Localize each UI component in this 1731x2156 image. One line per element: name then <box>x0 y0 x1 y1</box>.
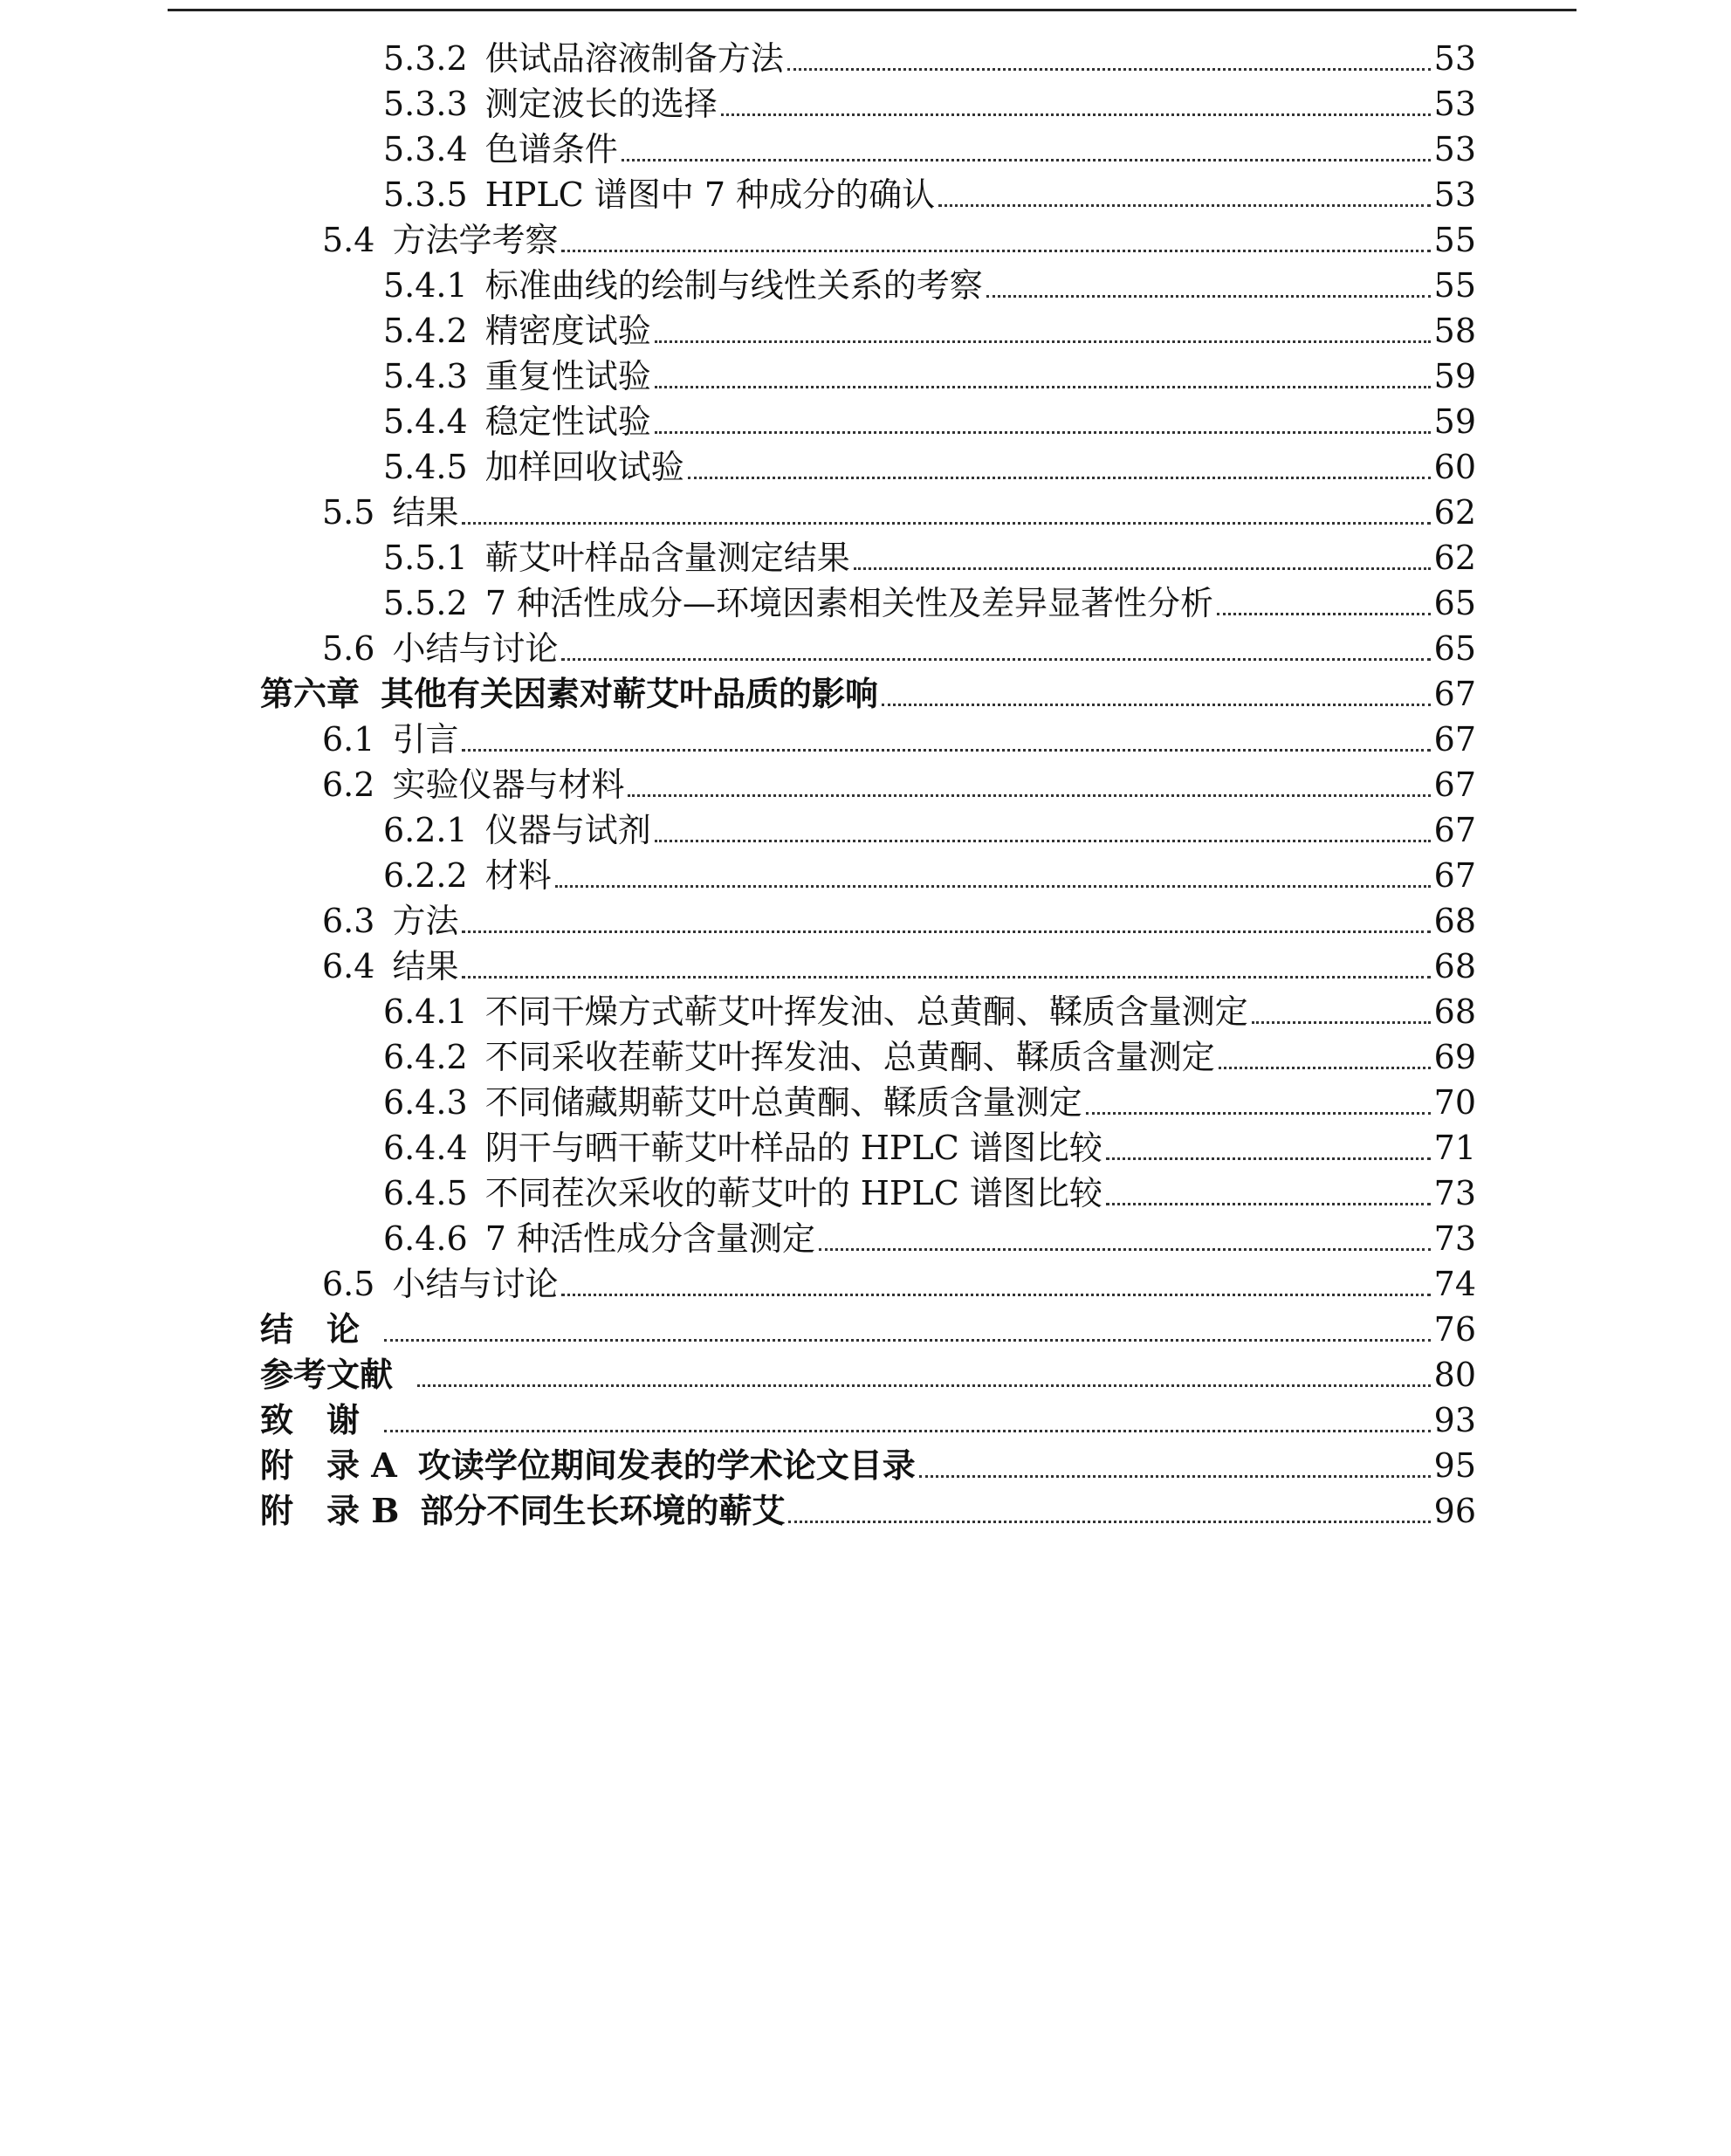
toc-page-number: 59 <box>1433 402 1476 441</box>
toc-number: 6.4.1 <box>383 992 468 1031</box>
toc-page-number: 67 <box>1433 675 1476 713</box>
toc-entry-6-2-2[interactable] <box>383 853 1476 898</box>
dot-leader <box>555 885 1431 888</box>
toc-entry-6-1[interactable] <box>322 717 1476 762</box>
toc-number: 5.5 <box>322 493 375 532</box>
dot-leader <box>561 658 1430 661</box>
toc-entry-6-5[interactable] <box>322 1261 1476 1307</box>
toc-entry-5-4-1[interactable] <box>383 263 1476 308</box>
toc-number: 参考文献 <box>260 1355 394 1394</box>
dot-leader <box>622 159 1431 161</box>
toc-title: 引言 <box>392 720 459 759</box>
toc-number: 5.4.5 <box>383 448 468 486</box>
toc-title: 稳定性试验 <box>484 402 651 441</box>
toc-entry-5-5-1[interactable] <box>383 535 1476 580</box>
dot-leader <box>462 976 1430 978</box>
dot-leader <box>462 522 1430 525</box>
toc-entry-6-4-5[interactable] <box>383 1171 1476 1216</box>
toc-title: 7 种活性成分—环境因素相关性及差异显著性分析 <box>484 584 1213 622</box>
toc-title: 不同储藏期蕲艾叶总黄酮、鞣质含量测定 <box>484 1083 1082 1122</box>
toc-number: 6.2.2 <box>383 856 468 895</box>
toc-entry-6-4-2[interactable] <box>383 1034 1476 1080</box>
dot-leader <box>462 930 1430 933</box>
toc-entry-6-2-1[interactable] <box>383 807 1476 853</box>
toc-title: 重复性试验 <box>484 357 651 395</box>
dot-leader <box>655 840 1431 842</box>
toc-page-number: 59 <box>1433 357 1476 395</box>
toc-number: 6.5 <box>322 1265 375 1303</box>
toc-number: 5.3.4 <box>383 130 468 168</box>
toc-number: 6.4.2 <box>383 1038 468 1076</box>
toc-entry-5-4-2[interactable] <box>383 308 1476 354</box>
toc-entry-conclusion[interactable] <box>260 1307 1476 1352</box>
toc-entry-6-3[interactable] <box>322 898 1476 944</box>
toc-title: 实验仪器与材料 <box>392 766 625 804</box>
toc-title: 供试品溶液制备方法 <box>484 39 784 78</box>
toc-entry-5-4-3[interactable] <box>383 354 1476 399</box>
dot-leader <box>417 1384 1431 1387</box>
toc-page-number: 65 <box>1433 584 1476 622</box>
dot-leader <box>1217 613 1431 615</box>
toc-number: 5.5.2 <box>383 584 468 622</box>
toc-title: 其他有关因素对蕲艾叶品质的影响 <box>381 674 879 713</box>
toc-number: 5.4.4 <box>383 402 468 441</box>
dot-leader <box>787 68 1431 71</box>
toc-page-number: 80 <box>1433 1356 1476 1394</box>
toc-number: 5.4.1 <box>383 266 468 305</box>
toc-page-number: 62 <box>1433 539 1476 577</box>
toc-page-number: 69 <box>1433 1038 1476 1076</box>
toc-number: 5.3.5 <box>383 175 468 214</box>
toc-number: 5.4 <box>322 221 375 259</box>
toc-page-number: 73 <box>1433 1174 1476 1212</box>
dot-leader <box>788 1521 1430 1523</box>
toc-entry-references[interactable] <box>260 1352 1476 1397</box>
toc-page-number: 55 <box>1433 266 1476 305</box>
toc-page-number: 55 <box>1433 221 1476 259</box>
toc-title: 攻读学位期间发表的学术论文目录 <box>417 1445 916 1485</box>
toc-page-number: 95 <box>1433 1446 1476 1485</box>
toc-title: 不同采收茬蕲艾叶挥发油、总黄酮、鞣质含量测定 <box>484 1038 1215 1076</box>
dot-leader <box>1219 1067 1431 1069</box>
toc-page-number: 76 <box>1433 1310 1476 1349</box>
toc-entry-5-5[interactable] <box>322 490 1476 535</box>
dot-leader <box>1086 1112 1431 1115</box>
toc-number: 6.4 <box>322 947 375 985</box>
toc-title: 7 种活性成分含量测定 <box>484 1219 815 1258</box>
toc-page-number: 73 <box>1433 1219 1476 1258</box>
toc-page-number: 60 <box>1433 448 1476 486</box>
toc-number: 6.3 <box>322 902 375 940</box>
dot-leader <box>986 295 1431 298</box>
toc-entry-5-4[interactable] <box>322 217 1476 263</box>
toc-number: 5.3.3 <box>383 85 468 123</box>
toc-title: 结果 <box>392 947 459 985</box>
toc-number: 5.4.3 <box>383 357 468 395</box>
toc-title: 仪器与试剂 <box>484 811 651 849</box>
toc-page-number: 67 <box>1433 811 1476 849</box>
toc-page-number: 68 <box>1433 992 1476 1031</box>
toc-page-number: 65 <box>1433 629 1476 668</box>
toc-number: 第六章 <box>260 674 361 713</box>
toc-entry-chapter-6[interactable] <box>260 671 1476 717</box>
toc-title: 小结与讨论 <box>392 1265 559 1303</box>
toc-page-number: 74 <box>1433 1265 1476 1303</box>
toc-entry-6-4-1[interactable] <box>383 989 1476 1034</box>
toc-entry-5-3-3[interactable] <box>383 81 1476 127</box>
toc-title: 不同干燥方式蕲艾叶挥发油、总黄酮、鞣质含量测定 <box>484 992 1248 1031</box>
dot-leader <box>628 794 1430 797</box>
dot-leader <box>384 1339 1431 1342</box>
toc-number: 结 论 <box>260 1309 361 1349</box>
dot-leader <box>688 477 1431 479</box>
toc-number: 6.4.5 <box>383 1174 468 1212</box>
toc-page-number: 96 <box>1433 1492 1476 1530</box>
dot-leader <box>819 1248 1431 1251</box>
toc-title: 阴干与晒干蕲艾叶样品的 HPLC 谱图比较 <box>484 1129 1102 1167</box>
toc-page-number: 53 <box>1433 39 1476 78</box>
toc-title: 标准曲线的绘制与线性关系的考察 <box>484 266 983 305</box>
dot-leader <box>384 1430 1431 1432</box>
dot-leader <box>882 704 1431 706</box>
toc-number: 6.1 <box>322 720 375 759</box>
toc-number: 致 谢 <box>260 1400 361 1439</box>
toc-entry-5-3-5[interactable] <box>383 172 1476 217</box>
toc-page-number: 67 <box>1433 856 1476 895</box>
toc-entry-6-2[interactable] <box>322 762 1476 807</box>
toc-page-number: 67 <box>1433 720 1476 759</box>
header-rule <box>168 9 1576 11</box>
toc-title: 不同茬次采收的蕲艾叶的 HPLC 谱图比较 <box>484 1174 1102 1212</box>
toc-entry-5-5-2[interactable] <box>383 580 1476 626</box>
toc-number: 6.4.6 <box>383 1219 468 1258</box>
toc-title: 色谱条件 <box>484 130 618 168</box>
toc-entry-6-4-6[interactable] <box>383 1216 1476 1261</box>
toc-title: 测定波长的选择 <box>484 85 718 123</box>
toc-page-number: 70 <box>1433 1083 1476 1122</box>
toc-title: HPLC 谱图中 7 种成分的确认 <box>484 175 936 214</box>
toc-page-number: 68 <box>1433 902 1476 940</box>
toc-number: 5.6 <box>322 629 375 668</box>
toc-page-number: 53 <box>1433 85 1476 123</box>
dot-leader <box>561 250 1430 252</box>
toc-page-number: 62 <box>1433 493 1476 532</box>
toc-entry-5-3-4[interactable] <box>383 127 1476 172</box>
toc-entry-acknowledgements[interactable] <box>260 1397 1476 1443</box>
toc-title: 方法 <box>392 902 459 940</box>
toc-entry-5-4-4[interactable] <box>383 399 1476 444</box>
dot-leader <box>561 1294 1430 1296</box>
toc-number: 6.2 <box>322 766 375 804</box>
toc-number: 6.4.4 <box>383 1129 468 1167</box>
toc-page-number: 58 <box>1433 312 1476 350</box>
dot-leader <box>1106 1157 1431 1160</box>
toc-title: 小结与讨论 <box>392 629 559 668</box>
toc-number: 5.5.1 <box>383 539 468 577</box>
toc-number: 附 录 B <box>260 1491 400 1530</box>
toc-title: 加样回收试验 <box>484 448 684 486</box>
toc-number: 附 录 A <box>260 1445 397 1485</box>
toc-title: 部分不同生长环境的蕲艾 <box>420 1491 786 1530</box>
toc-page-number: 93 <box>1433 1401 1476 1439</box>
toc-entry-5-4-5[interactable] <box>383 444 1476 490</box>
dot-leader <box>655 386 1431 388</box>
dot-leader <box>938 204 1431 207</box>
toc-title: 蕲艾叶样品含量测定结果 <box>484 539 850 577</box>
toc-entry-appendix-b[interactable] <box>260 1488 1476 1534</box>
toc-number: 6.2.1 <box>383 811 468 849</box>
toc-entry-appendix-a[interactable] <box>260 1443 1476 1488</box>
dot-leader <box>655 340 1431 343</box>
toc-title: 材料 <box>484 856 552 895</box>
toc-page-number: 53 <box>1433 175 1476 214</box>
dot-leader <box>1106 1203 1431 1205</box>
toc-page-number: 53 <box>1433 130 1476 168</box>
toc-number: 5.3.2 <box>383 39 468 78</box>
toc-title: 结果 <box>392 493 459 532</box>
dot-leader <box>854 567 1431 570</box>
dot-leader <box>1252 1021 1431 1024</box>
dot-leader <box>919 1475 1431 1478</box>
toc-entry-5-3-2[interactable] <box>383 36 1476 81</box>
toc-number: 5.4.2 <box>383 312 468 350</box>
toc-page-number: 68 <box>1433 947 1476 985</box>
toc-entry-6-4[interactable] <box>322 944 1476 989</box>
toc-number: 6.4.3 <box>383 1083 468 1122</box>
toc-entry-5-6[interactable] <box>322 626 1476 671</box>
dot-leader <box>721 113 1431 116</box>
toc-title: 精密度试验 <box>484 312 651 350</box>
toc-page-number: 71 <box>1433 1129 1476 1167</box>
toc-page-number: 67 <box>1433 766 1476 804</box>
toc-entry-6-4-4[interactable] <box>383 1125 1476 1171</box>
toc-title: 方法学考察 <box>392 221 559 259</box>
dot-leader <box>462 749 1430 752</box>
toc-entry-6-4-3[interactable] <box>383 1080 1476 1125</box>
dot-leader <box>655 431 1431 434</box>
